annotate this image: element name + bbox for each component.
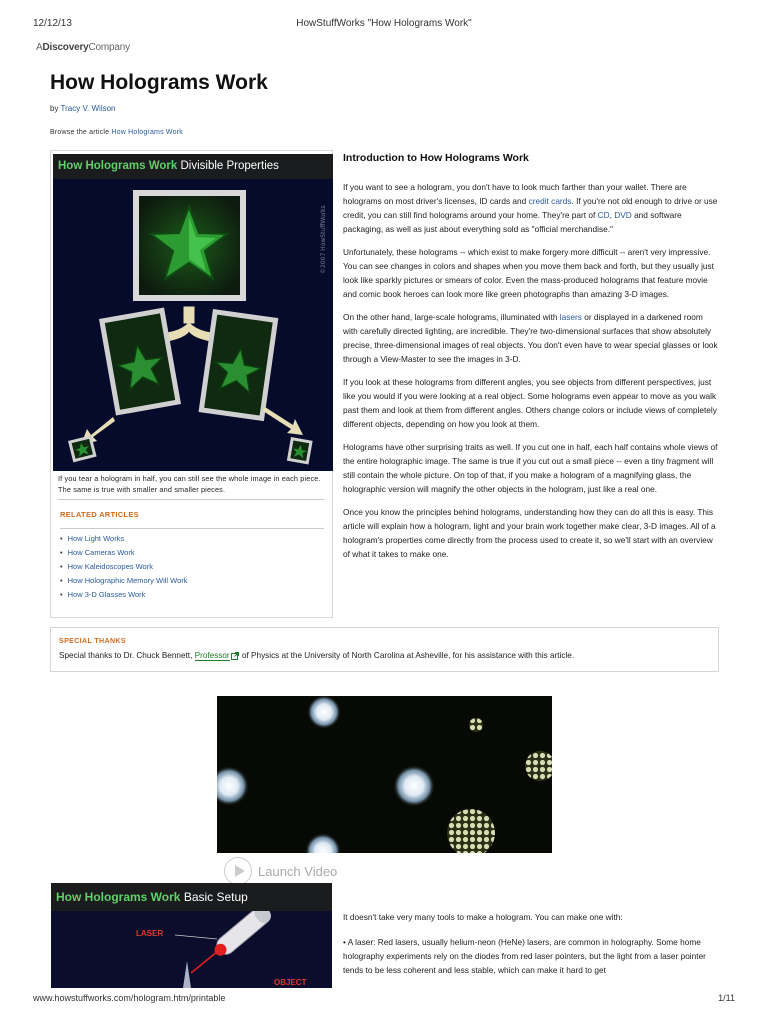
- article-continued: [343, 910, 719, 988]
- launch-video-button[interactable]: [224, 856, 337, 886]
- article-paragraph: [343, 310, 719, 366]
- discovery-logo[interactable]: [36, 42, 130, 53]
- hero-image-divisible-properties: [53, 154, 333, 471]
- hero-caption: If you tear a hologram in half, you can still see the whole image in each piece. The same is true with smaller and smaller pieces.: [58, 474, 321, 494]
- launch-video-label: Launch Video: [258, 863, 338, 879]
- article-body: [343, 152, 719, 570]
- hero-title-green: How Holograms Work: [58, 160, 178, 172]
- hologram-diagram: [53, 179, 333, 471]
- article-paragraph: It doesn't take very many tools to make a hologram. You can make one with:: [343, 912, 623, 922]
- print-date: 12/12/13: [33, 18, 72, 29]
- special-thanks-box: [50, 627, 719, 672]
- print-footer: [33, 993, 735, 1007]
- print-page-title: HowStuffWorks "How Holograms Work": [296, 18, 472, 29]
- related-article-link[interactable]: • How Kaleidoscopes Work: [60, 560, 188, 574]
- related-divider: [60, 528, 324, 529]
- article-paragraph: [343, 180, 719, 236]
- article-paragraph: Unfortunately, these holograms -- which exist to make forgery more difficult -- aren't very impressive. You can see changes in colors and shapes when you move them back and forth, but they usually just look like sparkly pictures or smears of color. Even the mass-produced holograms that feature movie and comic book heroes can look more like green photographs than amazing 3-D images.: [343, 247, 714, 299]
- related-article-link[interactable]: • How Holographic Memory Will Work: [60, 574, 188, 588]
- related-article-link[interactable]: • How 3-D Glasses Work: [60, 588, 188, 602]
- text-span: Special thanks to Dr. Chuck Bennett,: [59, 651, 195, 660]
- article-paragraph: Once you know the principles behind holograms, understanding how they can do all this is easy. This article will explain how a hologram, light and your brain work together make clear, 3-D images. All of a hologram's properties come directly from the process used to create it, so we'll start with an overview of what it takes to make one.: [343, 507, 716, 559]
- hologram-card-right: [199, 309, 279, 421]
- text-span: and software packaging, as well as just about everything sold as "official merchandise.": [343, 210, 682, 234]
- cd-link[interactable]: CD: [597, 210, 610, 220]
- text-span: . If you're not old enough to drive or use credit, you can still find holograms around your home. They're part of: [343, 196, 718, 220]
- hologram-card-left: [99, 308, 181, 416]
- laser-setup-diagram: [51, 911, 332, 988]
- logo-suffix: Company: [88, 42, 130, 53]
- lasers-link[interactable]: lasers: [559, 312, 582, 322]
- hero-title-bar: [53, 154, 333, 179]
- browse-article: [50, 129, 183, 136]
- related-article-link[interactable]: • How Light Works: [60, 532, 188, 546]
- special-thanks-heading: SPECIAL THANKS: [59, 638, 126, 645]
- play-icon: [224, 857, 252, 885]
- browse-article-link[interactable]: How Holograms Work: [111, 129, 183, 136]
- logo-brand: Discovery: [42, 42, 89, 53]
- hero-title-white: Divisible Properties: [180, 160, 279, 172]
- split-arrow-small: [81, 407, 303, 445]
- video-thumbnail[interactable]: [217, 696, 552, 853]
- sidebar-box: [50, 150, 333, 618]
- laser-device: [210, 911, 274, 960]
- print-page-number: 1/11: [718, 993, 735, 1003]
- article-paragraph: If you look at these holograms from different angles, you see objects from different perspectives, just like you would if you were looking at a real object. Some holograms even appear to move as you walk past them and look at them from different angles. Others change colors or include views of completely different objects, depending on how you look at them.: [343, 377, 717, 429]
- byline-prefix: by: [50, 104, 61, 113]
- setup-title-bar: [51, 883, 332, 911]
- hologram-card-top: [133, 190, 246, 301]
- special-thanks-text: [59, 651, 574, 660]
- author-link[interactable]: Tracy V. Wilson: [60, 104, 116, 113]
- logo-prefix: A: [36, 42, 43, 53]
- article-paragraph: Holograms have other surprising traits as well. If you cut one in half, each half contains whole views of the entire holographic image. The same is true if you cut out a small piece -- even a tiny fragment will still contain the whole picture. On top of that, if you make a hologram of a magnifying glass, the holographic version will magnify the other objects in the hologram, just like a real one.: [343, 442, 718, 494]
- object-label: OBJECT: [274, 978, 307, 987]
- print-url: www.howstuffworks.com/hologram.htm/printable: [33, 993, 226, 1003]
- article-paragraph: • A laser: Red lasers, usually helium-neon (HeNe) lasers, are common in holography. Some home holography experiments rely on the diodes from red laser pointers, but the light from a laser pointer tends to be less coherent and less stable, which can make it hard to get: [343, 937, 706, 975]
- setup-title-green: How Holograms Work: [56, 890, 181, 904]
- professor-link[interactable]: Professor: [194, 651, 230, 660]
- setup-title-white: Basic Setup: [183, 890, 248, 904]
- text-span: or displayed in a darkened room with carefully directed lighting, are incredible. They're two-dimensional surfaces that show absolutely precise, three-dimensional images of real objects. You don't even have to wear special glasses or look through a View-Master to see the images in 3-D.: [343, 312, 718, 364]
- article-heading: Introduction to How Holograms Work: [343, 152, 529, 164]
- video-frame-image: [217, 696, 552, 853]
- text-span: If you want to see a hologram, you don't have to look much farther than your wallet. There are holograms on most driver's licenses, ID cards and: [343, 182, 687, 206]
- text-span: ,: [609, 210, 615, 220]
- external-link-icon: [231, 652, 239, 660]
- hero-copyright: ©2007 HowStuffWorks: [320, 205, 327, 274]
- related-articles-heading: RELATED ARTICLES: [60, 510, 139, 519]
- browse-prefix: Browse the article: [50, 129, 112, 136]
- related-article-link[interactable]: • How Cameras Work: [60, 546, 188, 560]
- credit-cards-link[interactable]: credit cards: [528, 196, 572, 206]
- basic-setup-image: [51, 883, 332, 988]
- print-header: [33, 18, 735, 32]
- byline: [50, 104, 116, 113]
- text-span: On the other hand, large-scale holograms, illuminated with: [343, 312, 560, 322]
- caption-divider: [58, 499, 324, 500]
- laser-label: LASER: [136, 929, 164, 938]
- text-span: of Physics at the University of North Carolina at Asheville, for his assistance with this article.: [239, 651, 575, 660]
- related-articles-list: [60, 532, 188, 602]
- hologram-card-tiny-right: [287, 437, 313, 464]
- dvd-link[interactable]: DVD: [614, 210, 632, 220]
- page-title: How Holograms Work: [50, 71, 268, 94]
